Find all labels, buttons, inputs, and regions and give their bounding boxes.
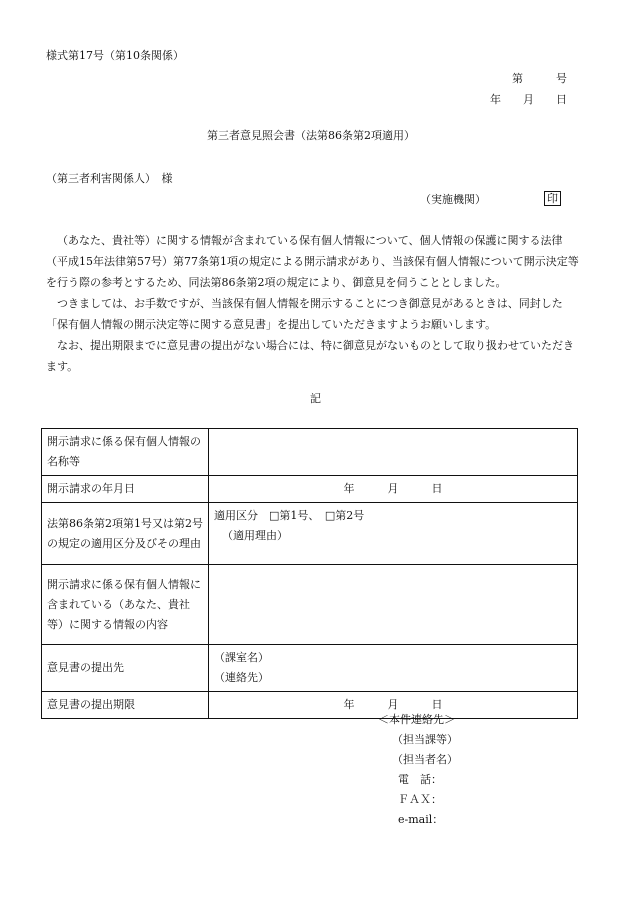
row-value-submission-dest (209, 645, 578, 692)
table-row-request-date (42, 476, 578, 503)
body-paragraph-1: （あなた、貴社等）に関する情報が含まれている保有個人情報について、個人情報の保護に関する法律（平成15年法律第57号）第77条第1項の規定による開示請求があり、当該保有個人情報について開示決定等を行う際の参考とするため、同法第86条第2項の規定により、御意見を伺うこととしました。 (46, 234, 579, 289)
row-label-request-date: 開示請求の年月日 (42, 476, 209, 503)
row-value-info-content (209, 565, 578, 645)
contact-phone: 電 話： (398, 773, 442, 786)
row-label-info-name: 開示請求に係る保有個人情報の名称等 (42, 429, 209, 476)
seal-mark (544, 191, 561, 206)
contact-block (378, 710, 458, 830)
row-value-info-name (209, 429, 578, 476)
contact-email: e-mail： (398, 813, 444, 826)
seal-text: 印 (544, 191, 561, 206)
body-paragraph-2: つきましては、お手数ですが、当該保有個人情報を開示することにつき御意見があるときは、同封した「保有個人情報の開示決定等に関する意見書」を提出していただきますようお願いします。 (46, 297, 563, 331)
contact-header: ＜本件連絡先＞ (378, 713, 455, 726)
contact-dept: （担当課等） (392, 733, 458, 746)
form-number: 様式第17号（第10条関係） (46, 49, 184, 62)
document-number: 第 号 (512, 72, 567, 85)
row-label-applicable-category: 法第86条第2項第1号又は第2号の規定の適用区分及びその理由 (42, 503, 209, 565)
row-value-submission-deadline: 年 月 日 (209, 692, 578, 719)
category-checkboxes: 適用区分 □第1号、 □第2号 (214, 509, 365, 522)
table-row-submission-dest (42, 645, 578, 692)
table-row-info-name (42, 429, 578, 476)
body-text (46, 230, 582, 377)
table-row-submission-deadline (42, 692, 578, 719)
contact-person: （担当者名） (392, 753, 458, 766)
addressee: （第三者利害関係人） 様 (46, 172, 173, 185)
table-row-applicable-category (42, 503, 578, 565)
ki-heading: 記 (310, 392, 321, 405)
reason-label: （適用理由） (222, 529, 288, 542)
document-title: 第三者意見照会書（法第86条第2項適用） (207, 129, 415, 142)
row-label-submission-deadline: 意見書の提出期限 (42, 692, 209, 719)
row-value-applicable-category (209, 503, 578, 565)
row-label-info-content: 開示請求に係る保有個人情報に含まれている（あなた、貴社等）に関する情報の内容 (42, 565, 209, 645)
contact-fax: ＦＡＸ： (398, 793, 442, 806)
body-paragraph-3: なお、提出期限までに意見書の提出がない場合には、特に御意見がないものとして取り扱わせていただきます。 (46, 339, 574, 373)
institution-label: （実施機関） (420, 193, 486, 206)
section-name-label: （課室名） (214, 651, 269, 664)
document-date: 年 月 日 (490, 93, 567, 106)
info-table (41, 428, 578, 719)
row-label-submission-dest: 意見書の提出先 (42, 645, 209, 692)
contact-label: （連絡先） (214, 671, 269, 684)
row-value-request-date: 年 月 日 (209, 476, 578, 503)
table-row-info-content (42, 565, 578, 645)
